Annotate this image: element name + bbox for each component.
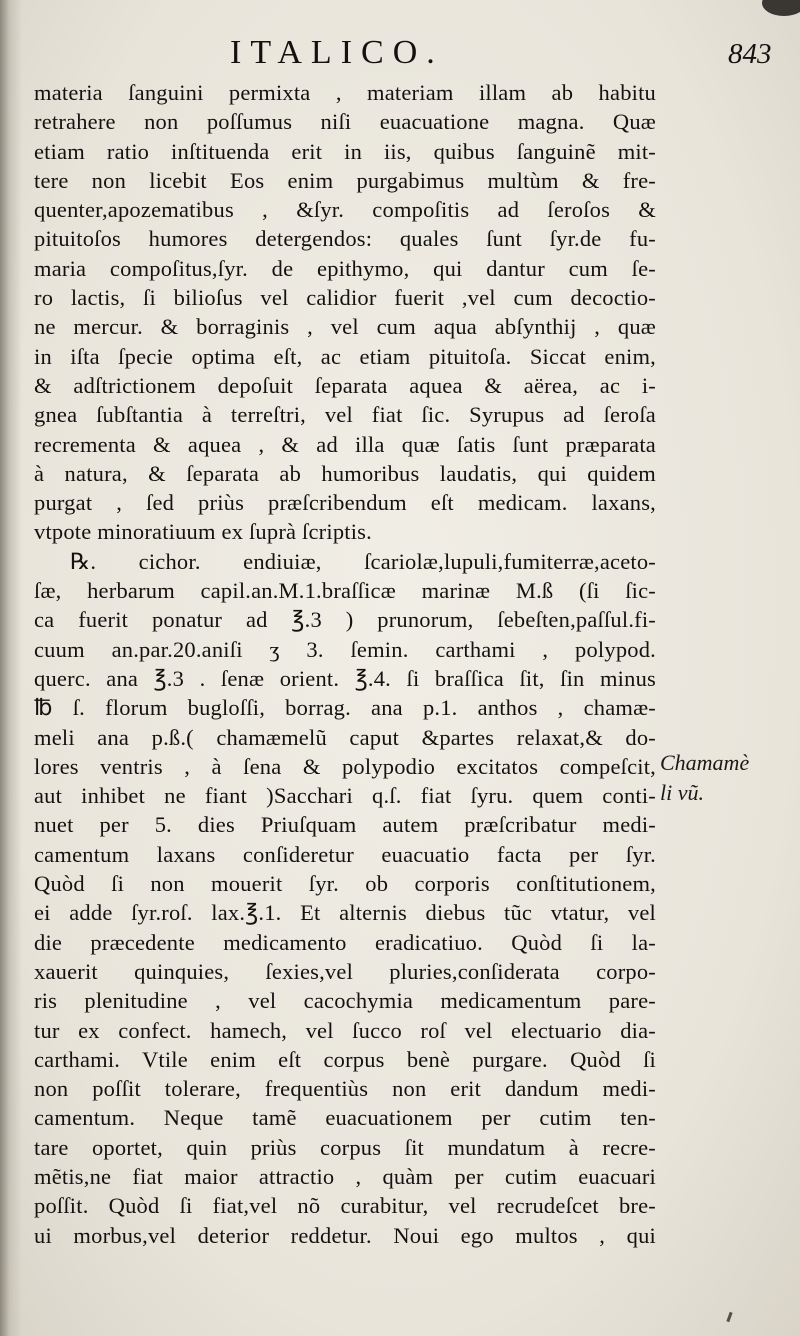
- text-line: carthami. Vtile enim eſt corpus benè purgare. Quòd ſi: [34, 1046, 656, 1072]
- text-line: materia ſanguini permixta , materiam illam ab habitu: [34, 80, 656, 105]
- text-line: quenter,apozematibus , &ſyr. compoſitis ad ſeroſos &: [34, 197, 656, 223]
- text-line: ℔ ſ. florum bugloſſi, borrag. ana p.1. anthos , chamæ-: [34, 695, 656, 721]
- text-line: cuum an.par.20.aniſi ʒ 3. ſemin. carthami , polypod.: [34, 636, 656, 662]
- text-line: poſſit. Quòd ſi fiat,vel nõ curabitur, vel recrudeſcet bre-: [34, 1193, 656, 1219]
- marginal-note-line: Chamamè: [660, 750, 750, 775]
- text-line: maria compoſitus,ſyr. de epithymo, qui dantur cum ſe-: [34, 255, 656, 281]
- text-line: ris plenitudine , vel cacochymia medicamentum pare-: [34, 988, 656, 1014]
- text-line: querc. ana ℥.3 . ſenæ orient. ℥.4. ſi braſſica ſit, ſin minus: [34, 665, 656, 691]
- text-line: xauerit quinquies, ſexies,vel pluries,conſiderata corpo-: [34, 958, 656, 984]
- text-line: lores ventris , à ſena & polypodio excitatos compeſcit,: [34, 753, 656, 779]
- text-line: camentum laxans conſideretur euacuatio facta per ſyr.: [34, 841, 656, 867]
- page-title: ITALICO.: [230, 34, 444, 71]
- text-line: ro lactis, ſi bilioſus vel calidior fuerit ,vel cum decoctio-: [34, 285, 656, 311]
- text-line: pituitoſos humores detergendos: quales ſunt ſyr.de fu-: [34, 226, 656, 252]
- page-mark: [726, 1312, 732, 1322]
- text-line: etiam ratio inſtituenda erit in iis, quibus ſanguinẽ mit-: [34, 138, 656, 164]
- gutter-shadow: [0, 0, 22, 1336]
- page-number: 843: [728, 38, 772, 70]
- text-line: recrementa & aquea , & ad illa quæ ſatis ſunt præparata: [34, 431, 656, 457]
- text-line: ei adde ſyr.roſ. lax.℥.1. Et alternis diebus tũc vtatur, vel: [34, 900, 656, 926]
- text-line: tare oportet, quin priùs corpus ſit mundatum à recre-: [34, 1134, 656, 1160]
- marginal-note: [660, 748, 790, 808]
- text-line: à natura, & ſeparata ab humoribus laudatis, qui quidem: [34, 460, 656, 486]
- text-line: in iſta ſpecie optima eſt, ac etiam pituitoſa. Siccat enim,: [34, 343, 656, 369]
- text-line: ne mercur. & borraginis , vel cum aqua abſynthij , quæ: [34, 314, 656, 340]
- text-line: & adſtrictionem depoſuit ſeparata aquea & aërea, ac i-: [34, 372, 656, 398]
- text-line: camentum. Neque tamẽ euacuationem per cutim ten-: [34, 1105, 656, 1131]
- text-line: gnea ſubſtantia à terreſtri, vel fiat ſic. Syrupus ad ſeroſa: [34, 402, 656, 428]
- text-line: ℞. cichor. endiuiæ, ſcariolæ,lupuli,fumiterræ,aceto-: [70, 548, 656, 574]
- text-line: nuet per 5. dies Priuſquam autem præſcribatur medi-: [34, 812, 656, 838]
- marginal-note-line: li vũ.: [660, 780, 704, 805]
- text-line: vtpote minoratiuum ex ſuprà ſcriptis.: [34, 519, 372, 545]
- text-line: aut inhibet ne fiant )Sacchari q.ſ. fiat ſyru. quem conti-: [34, 783, 656, 809]
- text-line: tur ex confect. hamech, vel ſucco roſ vel electuario dia-: [34, 1017, 656, 1043]
- running-head: [0, 28, 800, 72]
- text-line: Quòd ſi non mouerit ſyr. ob corporis conſtitutionem,: [34, 871, 656, 897]
- text-line: tere non licebit Eos enim purgabimus multùm & fre-: [34, 167, 656, 193]
- text-line: non poſſit tolerare, frequentiùs non erit dandum medi-: [34, 1076, 656, 1102]
- text-line: die præcedente medicamento eradicatiuo. Quòd ſi la-: [34, 929, 656, 955]
- text-line: retrahere non poſſumus niſi euacuatione magna. Quæ: [34, 109, 656, 135]
- text-line: mẽtis,ne fiat maior attractio , quàm per cutim euacuari: [34, 1163, 656, 1189]
- text-line: ſæ, herbarum capil.an.M.1.braſſicæ marinæ M.ß (ſi ſic-: [34, 578, 656, 604]
- ink-blot: [762, 0, 800, 16]
- text-line: meli ana p.ß.( chamæmelũ caput &partes relaxat,& do-: [34, 724, 656, 750]
- text-line: ca fuerit ponatur ad ℥.3 ) prunorum, ſebeſten,paſſul.fi-: [34, 607, 656, 633]
- text-line: ui morbus,vel deterior reddetur. Noui ego multos , qui: [34, 1222, 656, 1248]
- text-line: purgat , ſed priùs præſcribendum eſt medicam. laxans,: [34, 490, 656, 516]
- body-text: [34, 78, 656, 1250]
